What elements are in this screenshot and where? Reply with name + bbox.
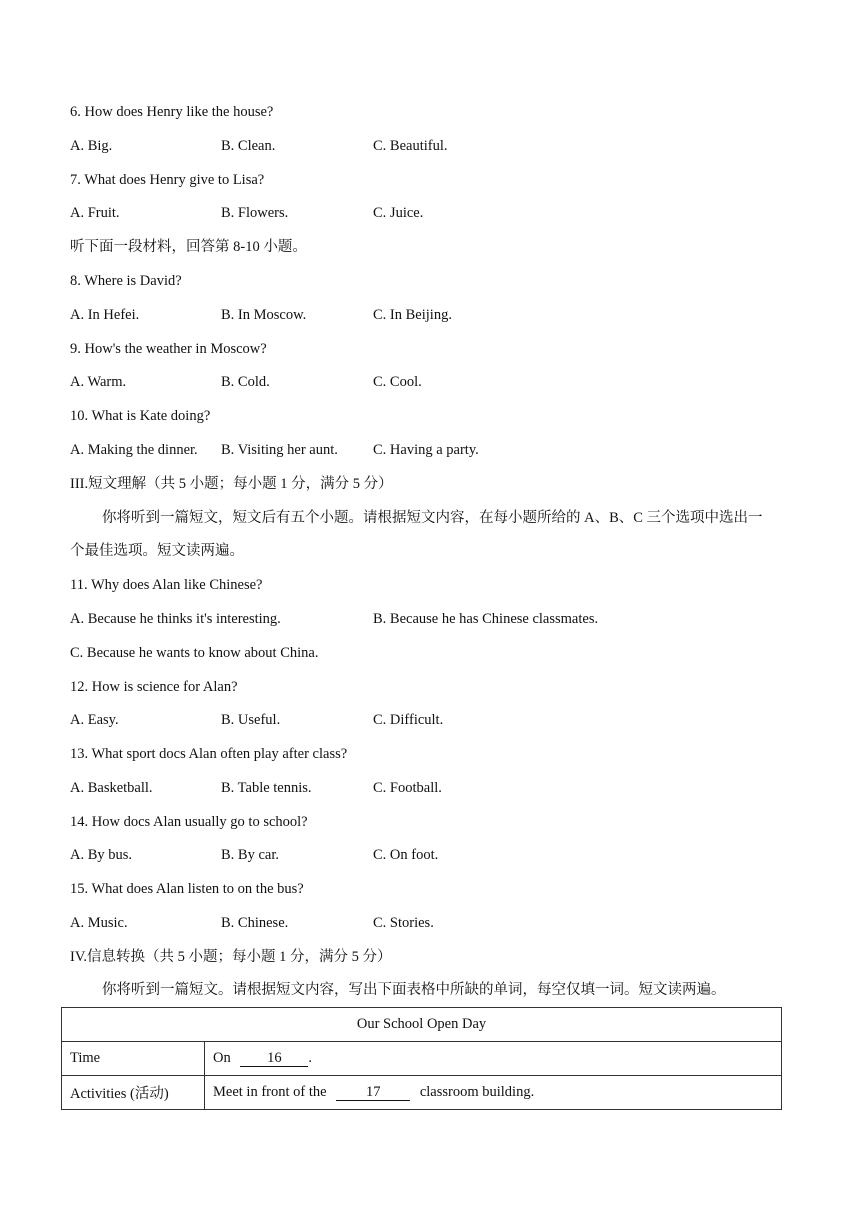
section-3-title: III.短文理解（共 5 小题；每小题 1 分，满分 5 分） (70, 476, 393, 492)
section-4-title: IV.信息转换（共 5 小题；每小题 1 分，满分 5 分） (70, 949, 392, 965)
section-3-instruction-line-1: 你将听到一篇短文，短文后有五个小题。请根据短文内容，在每小题所给的 A、B、C 三个选项中选出一 (102, 510, 763, 526)
option-c: C. In Beijing. (373, 307, 452, 323)
row-prefix: Meet in front of the (213, 1084, 327, 1100)
option-a: A. Making the dinner. (70, 442, 198, 458)
row-prefix: On (213, 1050, 231, 1066)
option-c: C. Having a party. (373, 442, 479, 458)
question-11: 11. Why does Alan like Chinese? (70, 577, 263, 593)
option-c: C. Football. (373, 780, 442, 796)
row-suffix: . (308, 1050, 312, 1066)
question-12: 12. How is science for Alan? (70, 679, 238, 695)
option-a: A. In Hefei. (70, 307, 140, 323)
option-b: B. Visiting her aunt. (221, 442, 338, 458)
section-3-instruction-line-2: 个最佳选项。短文读两遍。 (70, 543, 244, 559)
option-a: A. Fruit. (70, 205, 120, 221)
option-c: C. Juice. (373, 205, 424, 221)
table-row (62, 1042, 782, 1076)
question-7: 7. What does Henry give to Lisa? (70, 172, 265, 188)
option-b: B. Because he has Chinese classmates. (373, 611, 599, 627)
question-8: 8. Where is David? (70, 273, 182, 289)
info-table (61, 1007, 782, 1110)
table-row (62, 1076, 782, 1110)
table-row (62, 1008, 782, 1042)
question-11-option-c: C. Because he wants to know about China. (70, 645, 319, 661)
option-b: B. By car. (221, 847, 279, 863)
section-4-instruction: 你将听到一篇短文。请根据短文内容，写出下面表格中所缺的单词，每空仅填一词。短文读两遍。 (102, 982, 726, 998)
instruction-8-10: 听下面一段材料，回答第 8-10 小题。 (70, 239, 307, 255)
question-9: 9. How's the weather in Moscow? (70, 341, 267, 357)
option-a: A. Warm. (70, 374, 127, 390)
option-c: C. On foot. (373, 847, 439, 863)
table-heading: Our School Open Day (62, 1008, 782, 1042)
option-a: A. Big. (70, 138, 113, 154)
option-c: C. Beautiful. (373, 138, 448, 154)
option-b: B. Useful. (221, 712, 281, 728)
option-a: A. By bus. (70, 847, 133, 863)
option-b: B. Table tennis. (221, 780, 312, 796)
option-b: B. Flowers. (221, 205, 289, 221)
answer-blank-16[interactable]: 16 (240, 1050, 308, 1067)
option-a: A. Music. (70, 915, 128, 931)
answer-blank-17[interactable]: 17 (336, 1084, 410, 1101)
option-b: B. In Moscow. (221, 307, 307, 323)
question-15: 15. What does Alan listen to on the bus? (70, 881, 304, 897)
option-b: B. Cold. (221, 374, 270, 390)
option-c: C. Difficult. (373, 712, 444, 728)
row-content-activities (205, 1076, 782, 1110)
question-13: 13. What sport docs Alan often play after class? (70, 746, 348, 762)
option-b: B. Clean. (221, 138, 276, 154)
option-a: A. Basketball. (70, 780, 153, 796)
option-c: C. Cool. (373, 374, 422, 390)
row-label-time: Time (62, 1042, 205, 1076)
question-14: 14. How docs Alan usually go to school? (70, 814, 308, 830)
option-b: B. Chinese. (221, 915, 289, 931)
row-suffix: classroom building. (419, 1084, 535, 1100)
question-10: 10. What is Kate doing? (70, 408, 211, 424)
row-content-time (205, 1042, 782, 1076)
question-6: 6. How does Henry like the house? (70, 104, 274, 120)
option-a: A. Because he thinks it's interesting. (70, 611, 281, 627)
row-label-activities: Activities (活动) (62, 1076, 205, 1110)
option-c: C. Stories. (373, 915, 434, 931)
option-a: A. Easy. (70, 712, 119, 728)
